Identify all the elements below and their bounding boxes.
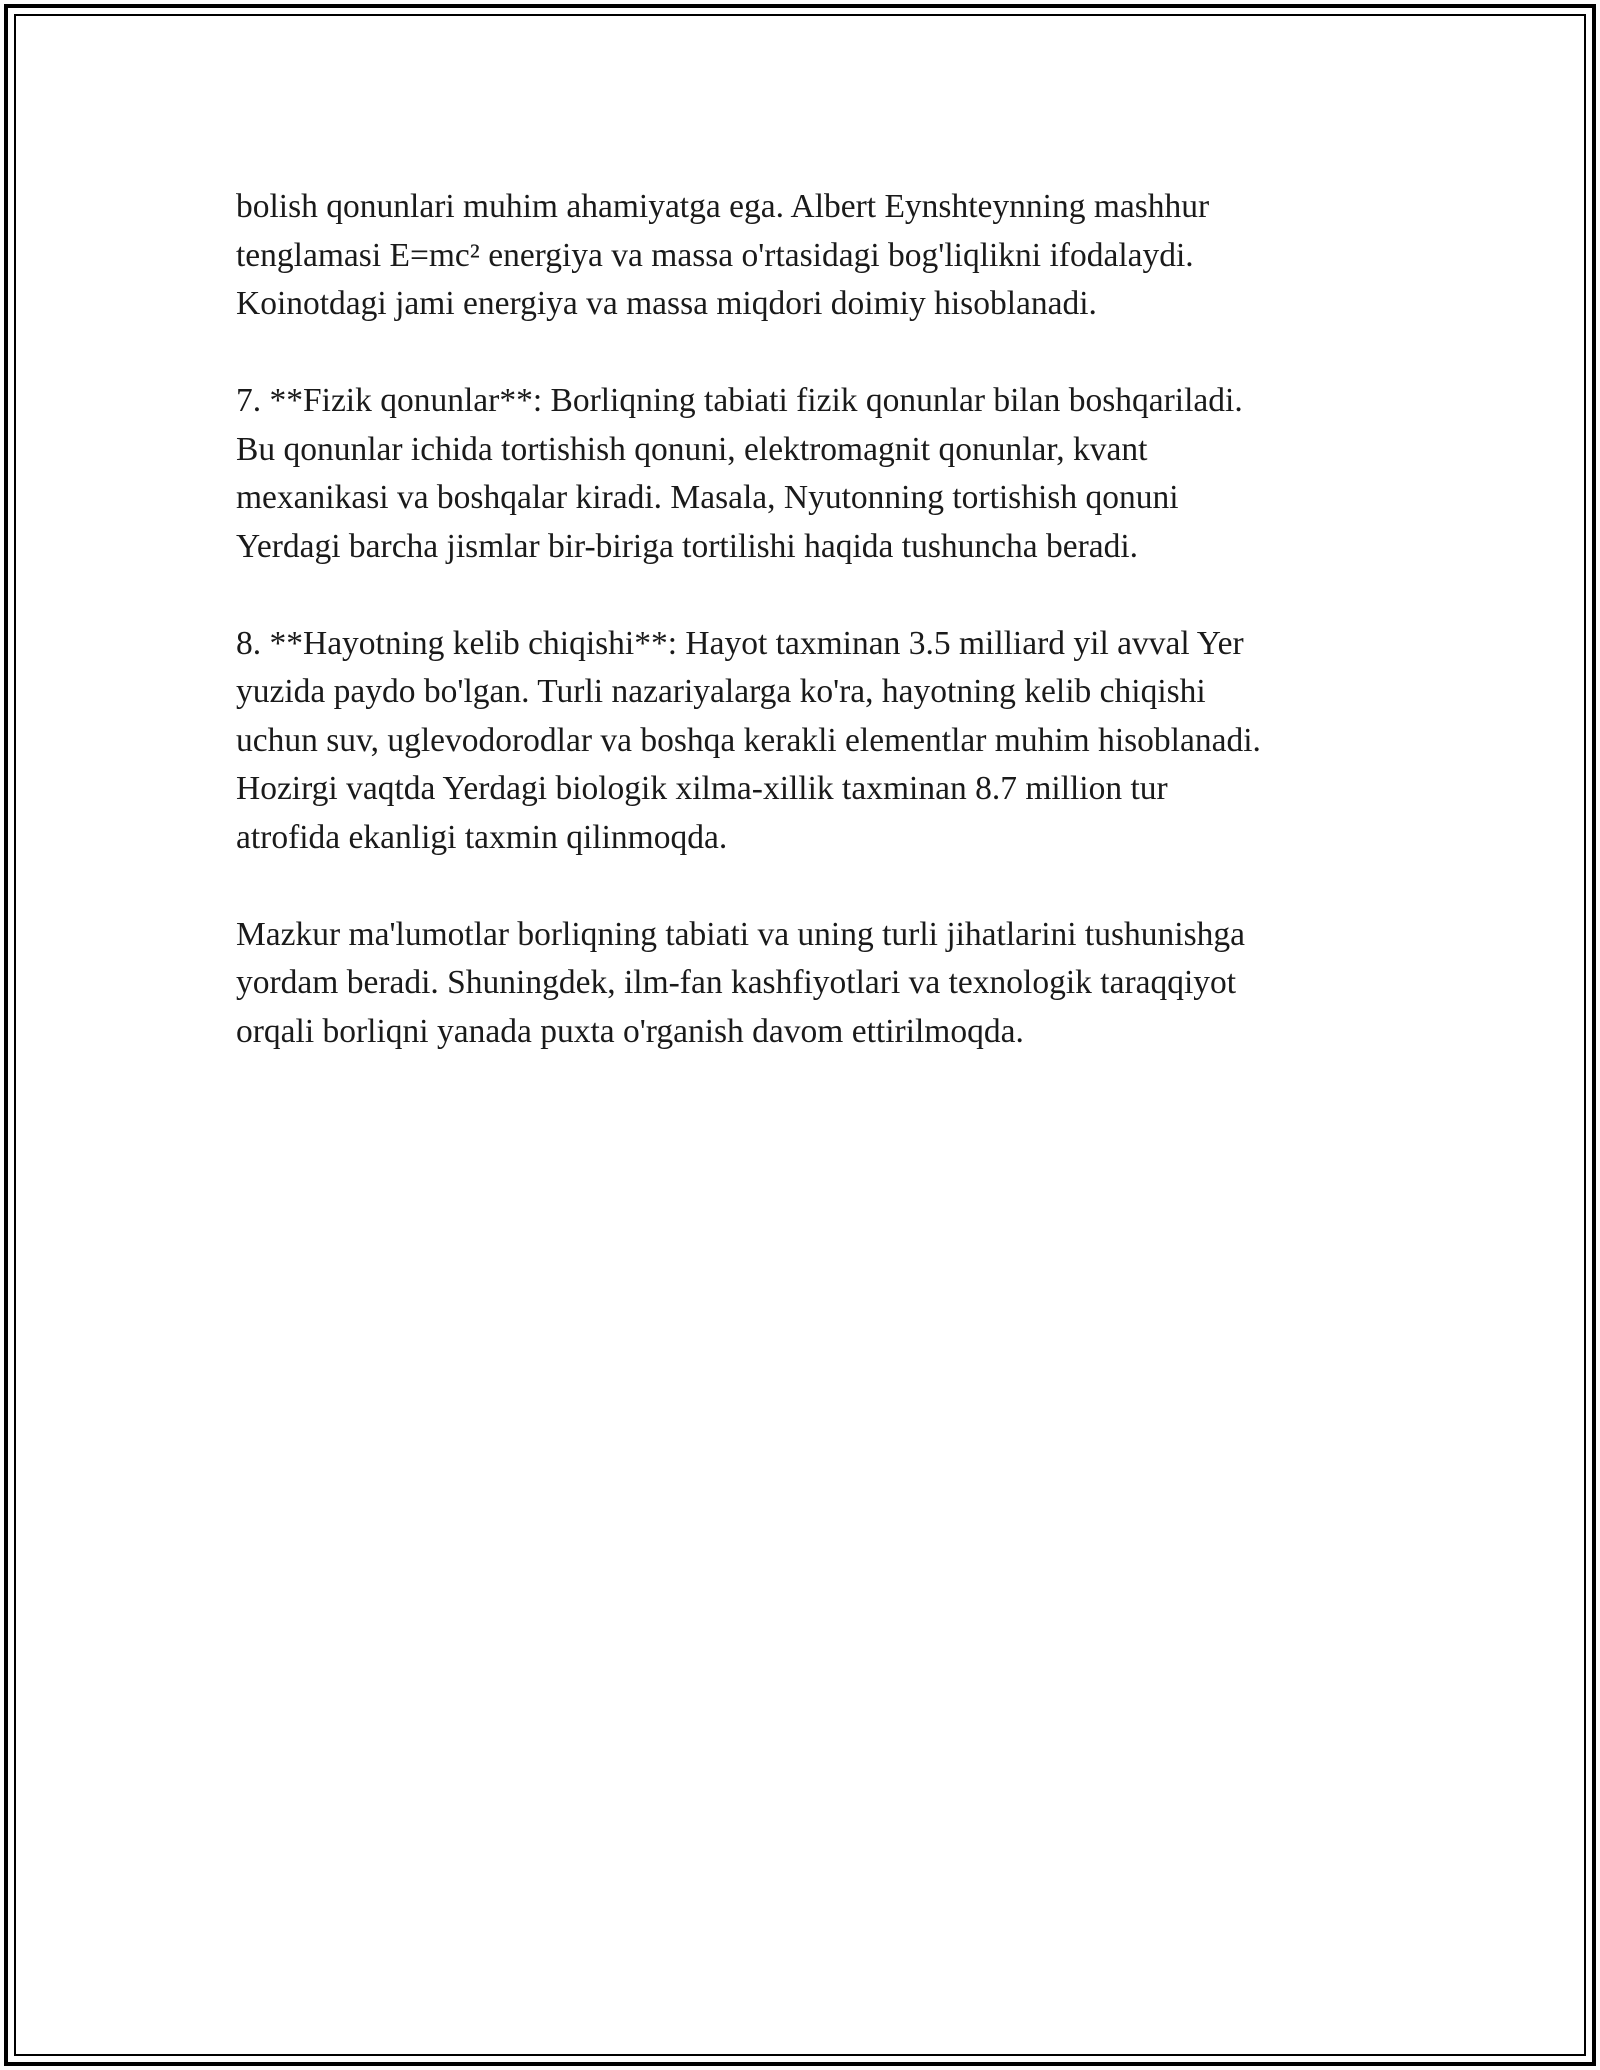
text-line: bolish qonunlari muhim ahamiyatga ega. Albert Eynshteynning mashhur	[236, 188, 1210, 225]
paragraph-origin-of-life	[236, 620, 1366, 863]
text-line: Mazkur ma'lumotlar borliqning tabiati va uning turli jihatlarini tushunishga	[236, 915, 1245, 953]
text-line: yuzida paydo bo'lgan. Turli nazariyalarga ko'ra, hayotning kelib chiqishi	[236, 673, 1206, 710]
text-line: Koinotdagi jami energiya va massa miqdori doimiy hisoblanadi.	[236, 285, 1097, 322]
text-line: uchun suv, uglevodorodlar va boshqa kerakli elementlar muhim hisoblanadi.	[236, 721, 1261, 759]
paragraph-energy-mass	[236, 183, 1366, 329]
text-line: Hozirgi vaqtda Yerdagi biologik xilma-xillik taxminan 8.7 million tur	[236, 770, 1168, 807]
text-line: tenglamasi E=mc² energiya va massa o'rtasidagi bog'liqlikni ifodalaydi.	[236, 236, 1194, 274]
text-line: 7. **Fizik qonunlar**: Borliqning tabiati fizik qonunlar bilan boshqariladi.	[236, 382, 1243, 419]
document-body	[236, 183, 1366, 1105]
paragraph-conclusion	[236, 911, 1366, 1057]
text-line: atrofida ekanligi taxmin qilinmoqda.	[236, 818, 728, 856]
text-line: Bu qonunlar ichida tortishish qonuni, elektromagnit qonunlar, kvant	[236, 430, 1148, 468]
text-line: yordam beradi. Shuningdek, ilm-fan kashfiyotlari va texnologik taraqqiyot	[236, 964, 1237, 1001]
text-line: orqali borliqni yanada puxta o'rganish davom ettirilmoqda.	[236, 1012, 1024, 1050]
paragraph-physical-laws	[236, 377, 1366, 571]
text-line: Yerdagi barcha jismlar bir-biriga tortilishi haqida tushuncha beradi.	[236, 527, 1139, 565]
text-line: 8. **Hayotning kelib chiqishi**: Hayot taxminan 3.5 milliard yil avval Yer	[236, 624, 1244, 662]
text-line: mexanikasi va boshqalar kiradi. Masala, Nyutonning tortishish qonuni	[236, 479, 1179, 516]
